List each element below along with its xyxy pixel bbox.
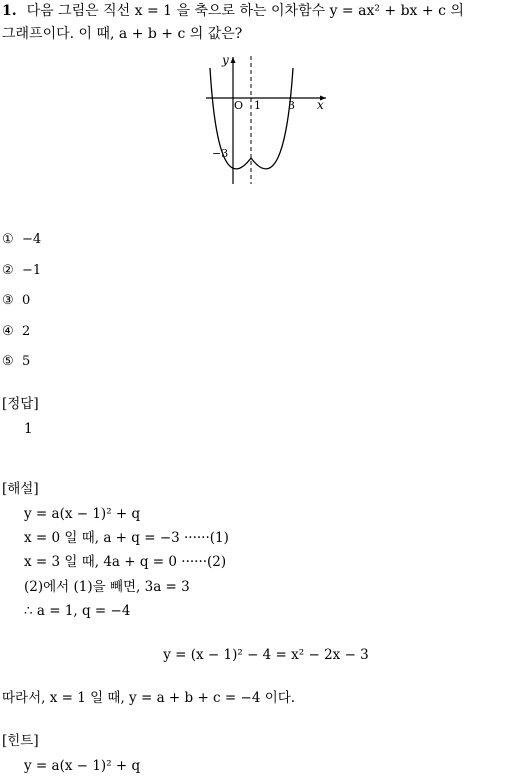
choice-1-text: −4	[22, 232, 42, 247]
x-axis-label: x	[317, 98, 324, 112]
parabola-graph	[200, 52, 330, 188]
choice-3-number: ③	[2, 293, 14, 308]
choice-2-text: −1	[22, 263, 42, 278]
choice-5-text: 5	[22, 354, 31, 369]
choice-4-text: 2	[22, 324, 31, 339]
question-line-1	[2, 4, 464, 18]
solution-conclusion: 따라서, x = 1 일 때, y = a + b + c = −4 이다.	[2, 690, 296, 706]
choice-5-number: ⑤	[2, 354, 14, 369]
choice-3[interactable]	[2, 294, 30, 307]
y-axis-arrow	[231, 57, 236, 63]
question-line-2: 그래프이다. 이 때, a + b + c 의 값은?	[2, 26, 243, 42]
hint-line: y = a(x − 1)² + q	[24, 758, 141, 774]
choice-1-number: ①	[2, 232, 14, 247]
choice-3-text: 0	[22, 293, 31, 308]
tick-label-minus-3: −3	[212, 147, 229, 160]
choice-2-number: ②	[2, 263, 14, 278]
choice-2[interactable]	[2, 264, 41, 277]
origin-label: O	[234, 99, 244, 112]
choice-5[interactable]	[2, 355, 30, 368]
solution-label: [해설]	[2, 481, 39, 497]
choice-1[interactable]	[2, 233, 41, 246]
answer-label: [정답]	[2, 396, 39, 412]
solution-line-2: x = 0 일 때, a + q = −3 ······(1)	[24, 530, 229, 546]
tick-label-3: 3	[288, 99, 295, 112]
answer-value: 1	[24, 421, 33, 437]
solution-center-equation: y = (x − 1)² − 4 = x² − 2x − 3	[163, 647, 369, 663]
tick-label-1: 1	[254, 99, 261, 112]
solution-line-4: (2)에서 (1)을 빼면, 3a = 3	[24, 579, 190, 595]
hint-label: [힌트]	[2, 733, 39, 749]
solution-line-3: x = 3 일 때, 4a + q = 0 ······(2)	[24, 554, 227, 570]
choice-4-number: ④	[2, 324, 14, 339]
y-axis-label: y	[222, 53, 229, 67]
choice-4[interactable]	[2, 325, 30, 338]
solution-line-5: ∴ a = 1, q = −4	[24, 603, 131, 619]
question-number: 1.	[2, 3, 17, 19]
question-text-1: 다음 그림은 직선 x = 1 을 축으로 하는 이차함수 y = ax² + bx + c 의	[26, 3, 464, 19]
solution-line-1: y = a(x − 1)² + q	[24, 506, 141, 522]
